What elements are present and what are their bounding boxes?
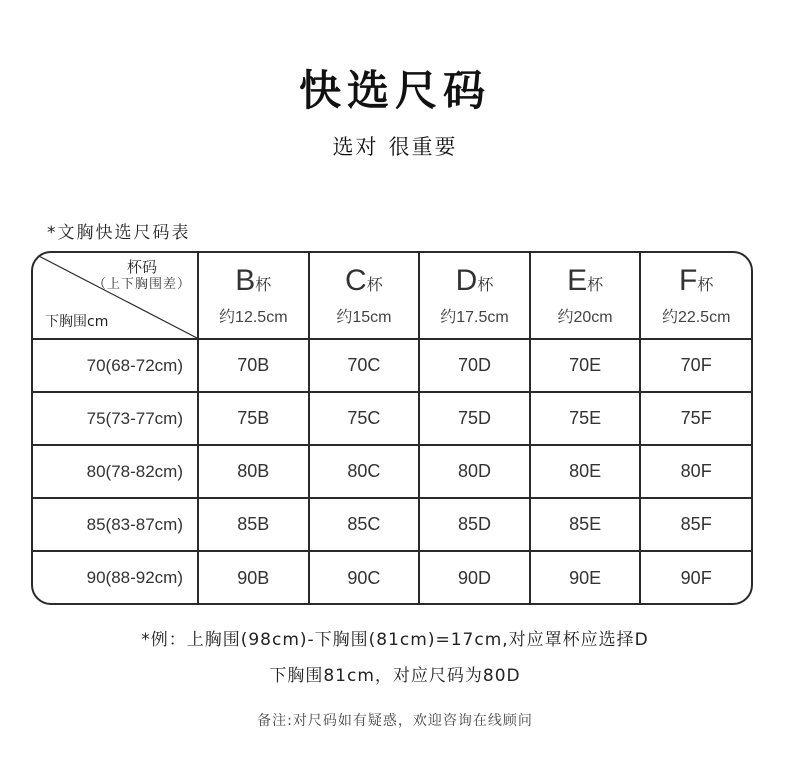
underbust-label: 90(88-92cm) [33, 551, 198, 604]
cup-diff: 约20cm [557, 309, 613, 326]
size-cell: 80F [640, 445, 751, 498]
size-cell: 85D [419, 498, 530, 551]
underbust-label: 70(68-72cm) [33, 339, 198, 392]
footer-note: 备注:对尺码如有疑惑，欢迎咨询在线顾问 [257, 713, 533, 729]
cup-suffix: 杯 [366, 275, 383, 294]
corner-diff-label: （上下胸围差） [92, 277, 191, 292]
cup-letter: D [455, 264, 478, 297]
cup-header-c [309, 253, 420, 339]
size-cell: 90F [640, 551, 751, 604]
cup-diff: 约17.5cm [440, 309, 509, 326]
page-subtitle [0, 131, 790, 161]
cup-header-b [198, 253, 309, 339]
subtitle-part1: 选对 [332, 135, 379, 159]
underbust-label: 80(78-82cm) [33, 445, 198, 498]
cup-diff: 约22.5cm [661, 309, 731, 326]
size-cell: 80B [198, 445, 309, 498]
table-row [33, 445, 751, 498]
size-table-container [31, 251, 753, 605]
table-caption: *文胸快选尺码表 [47, 223, 191, 243]
corner-header-cell [33, 253, 198, 339]
size-cell: 75F [640, 392, 751, 445]
cup-letter: C [345, 264, 367, 297]
corner-cup-label: 杯码 [126, 258, 157, 276]
size-cell: 90C [309, 551, 420, 604]
cup-diff: 约12.5cm [219, 309, 288, 326]
cup-header-e [530, 253, 641, 339]
underbust-label: 75(73-77cm) [33, 392, 198, 445]
size-cell: 85B [198, 498, 309, 551]
cup-suffix: 杯 [477, 275, 494, 294]
size-cell: 70E [530, 339, 641, 392]
cup-header-f [640, 253, 751, 339]
example-line-1: *例：上胸围(98cm)-下胸围(81cm)=17cm,对应罩杯应选择D [141, 630, 649, 650]
size-cell: 70B [198, 339, 309, 392]
cup-suffix: 杯 [255, 275, 272, 294]
size-table [33, 253, 751, 604]
cup-letter: E [567, 264, 588, 297]
table-row [33, 551, 751, 604]
size-cell: 80C [309, 445, 420, 498]
cup-letter: F [679, 264, 698, 297]
size-cell: 70D [419, 339, 530, 392]
cup-diff: 约15cm [336, 309, 392, 326]
size-cell: 70F [640, 339, 751, 392]
table-header-row [33, 253, 751, 339]
size-cell: 90E [530, 551, 641, 604]
cup-header-d [419, 253, 530, 339]
table-row [33, 498, 751, 551]
underbust-label: 85(83-87cm) [33, 498, 198, 551]
table-row [33, 339, 751, 392]
cup-letter: B [235, 264, 256, 297]
size-cell: 75D [419, 392, 530, 445]
size-cell: 85C [309, 498, 420, 551]
subtitle-part2: 很重要 [388, 135, 458, 159]
cup-suffix: 杯 [697, 275, 714, 294]
size-cell: 80D [419, 445, 530, 498]
example-line-2: 下胸围81cm，对应尺码为80D [269, 666, 521, 686]
size-cell: 85E [530, 498, 641, 551]
cup-suffix: 杯 [587, 275, 604, 294]
size-cell: 80E [530, 445, 641, 498]
size-cell: 85F [640, 498, 751, 551]
size-cell: 75E [530, 392, 641, 445]
table-row [33, 392, 751, 445]
size-cell: 90B [198, 551, 309, 604]
size-cell: 75B [198, 392, 309, 445]
corner-underbust-label: 下胸围cm [45, 314, 109, 330]
size-cell: 75C [309, 392, 420, 445]
size-cell: 70C [309, 339, 420, 392]
corner-top-label [93, 259, 191, 293]
page-title: 快选尺码 [298, 66, 491, 115]
size-cell: 90D [419, 551, 530, 604]
